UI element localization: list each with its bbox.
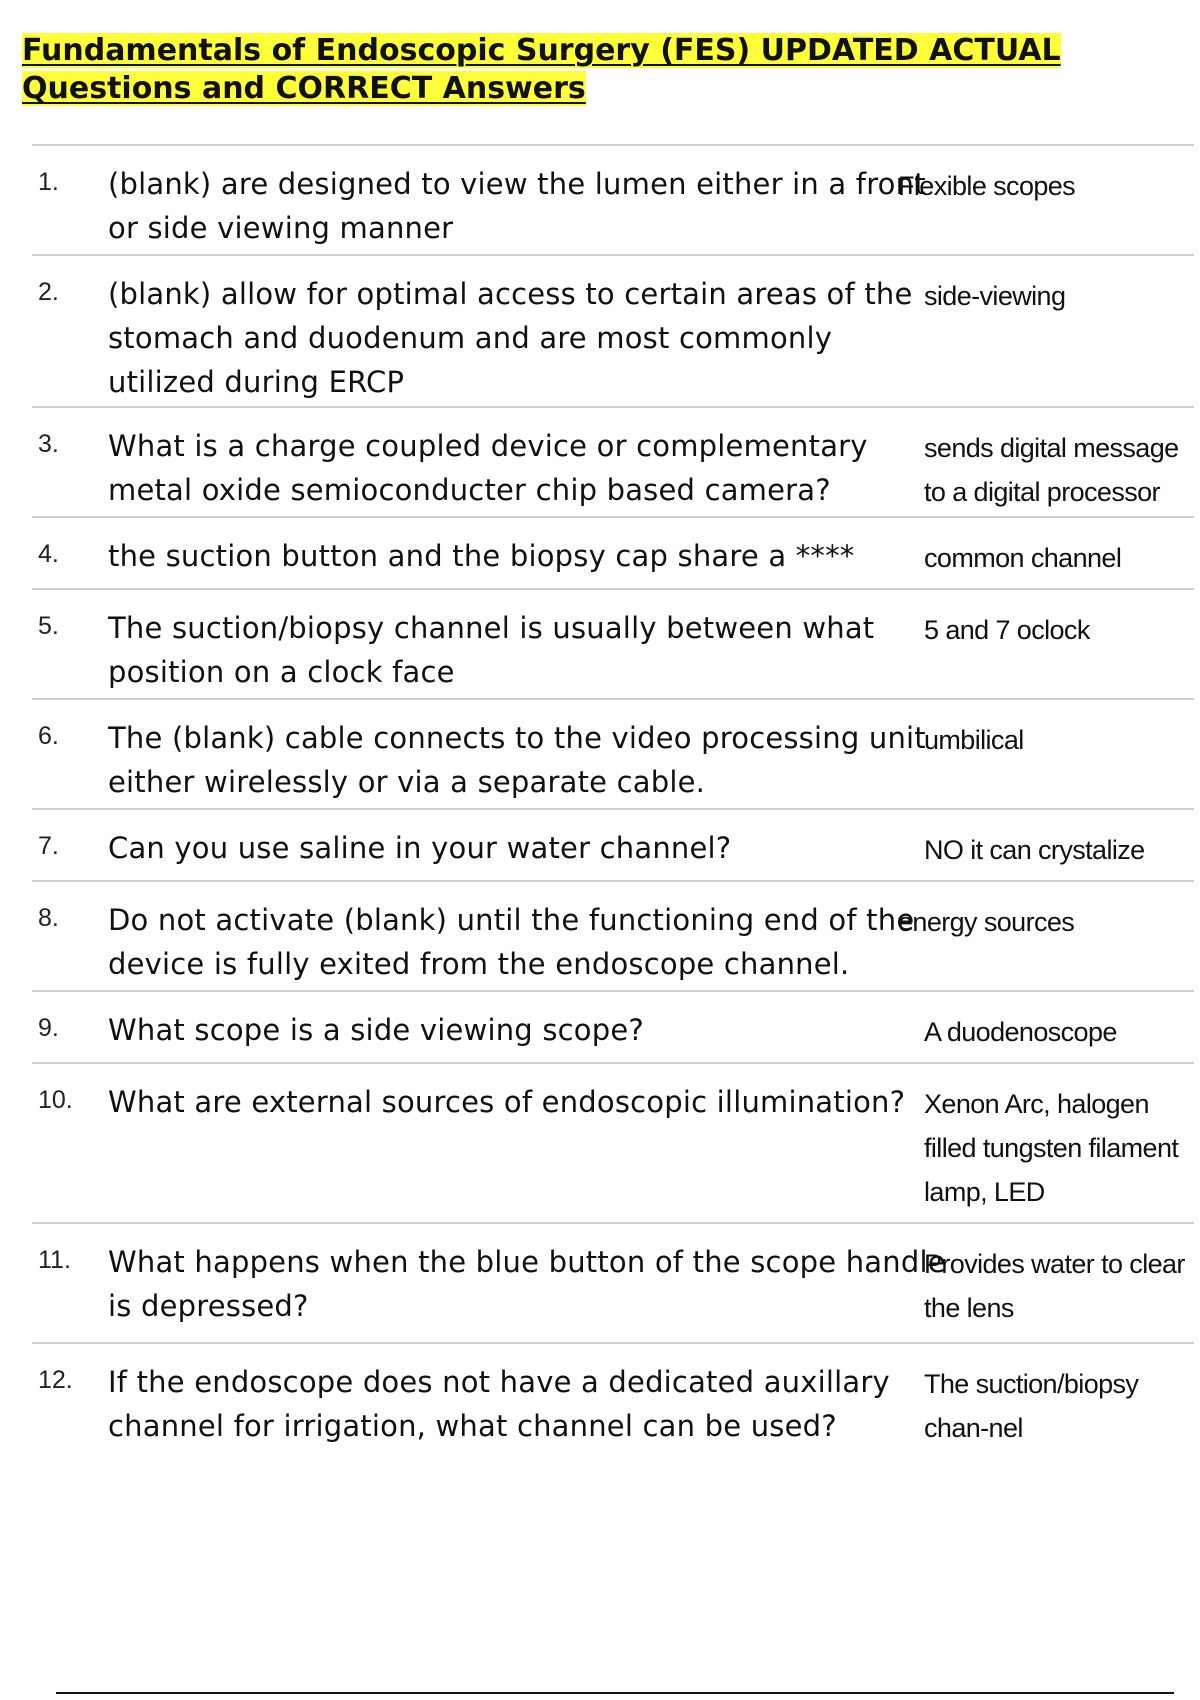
qa-item — [32, 700, 1194, 810]
qa-number: 10. — [38, 1086, 73, 1114]
qa-question: the suction button and the biopsy cap share a **** — [108, 539, 855, 573]
qa-question: The (blank) cable connects to the video processing unit either wirelessly or via a separate cable. — [108, 721, 926, 799]
qa-item — [32, 518, 1194, 590]
qa-answer: A duodenoscope — [924, 1017, 1117, 1047]
qa-item — [32, 1224, 1194, 1344]
qa-number: 2. — [38, 278, 59, 306]
qa-question: What scope is a side viewing scope? — [108, 1013, 644, 1047]
qa-answer: Xenon Arc, halogen filled tungsten filament lamp, LED — [924, 1089, 1179, 1207]
qa-item — [32, 1064, 1194, 1224]
qa-answer: 5 and 7 oclock — [924, 615, 1090, 645]
qa-number: 4. — [38, 540, 59, 568]
qa-question: If the endoscope does not have a dedicated auxillary channel for irrigation, what channel can be used? — [108, 1365, 890, 1443]
qa-number: 9. — [38, 1014, 59, 1042]
qa-question: Do not activate (blank) until the functioning end of the device is fully exited from the endoscope channel. — [108, 903, 915, 981]
qa-number: 11. — [38, 1246, 71, 1274]
document-title-text: Fundamentals of Endoscopic Surgery (FES) UPDATED ACTUAL Questions and CORRECT Answers — [22, 33, 1061, 106]
qa-answer: Provides water to clear the lens — [924, 1249, 1185, 1323]
qa-item — [32, 590, 1194, 700]
qa-question: (blank) allow for optimal access to certain areas of the stomach and duodenum and are most commonly utilized during ERCP — [108, 277, 913, 399]
document-title — [22, 32, 1172, 108]
qa-number: 7. — [38, 832, 59, 860]
qa-answer: sends digital message to a digital processor — [924, 433, 1179, 507]
footer-rule — [56, 1692, 1174, 1694]
qa-number: 8. — [38, 904, 59, 932]
qa-question: (blank) are designed to view the lumen either in a front or side viewing manner — [108, 167, 926, 245]
qa-number: 6. — [38, 722, 59, 750]
qa-item — [32, 810, 1194, 882]
qa-number: 12. — [38, 1366, 73, 1394]
qa-item — [32, 146, 1194, 256]
qa-question: The suction/biopsy channel is usually between what position on a clock face — [108, 611, 875, 689]
qa-answer: common channel — [924, 543, 1122, 573]
qa-answer: NO it can crystalize — [924, 835, 1145, 865]
qa-answer: The suction/biopsy chan-nel — [924, 1369, 1139, 1443]
qa-item — [32, 992, 1194, 1064]
qa-answer: umbilical — [924, 725, 1024, 755]
qa-answer: energy sources — [898, 907, 1075, 937]
qa-item — [32, 256, 1194, 408]
qa-number: 3. — [38, 430, 59, 458]
qa-item — [32, 408, 1194, 518]
qa-item — [32, 882, 1194, 992]
qa-number: 1. — [38, 168, 59, 196]
qa-question: What are external sources of endoscopic illumination? — [108, 1085, 906, 1119]
qa-question: Can you use saline in your water channel? — [108, 831, 732, 865]
qa-item — [32, 1344, 1194, 1464]
qa-question: What is a charge coupled device or complementary metal oxide semioconducter chip based camera? — [108, 429, 868, 507]
qa-number: 5. — [38, 612, 59, 640]
qa-list — [32, 144, 1194, 1464]
qa-question: What happens when the blue button of the scope handle is depressed? — [108, 1245, 946, 1323]
qa-answer: side-viewing — [924, 281, 1066, 311]
qa-answer: Flexible scopes — [898, 171, 1076, 201]
